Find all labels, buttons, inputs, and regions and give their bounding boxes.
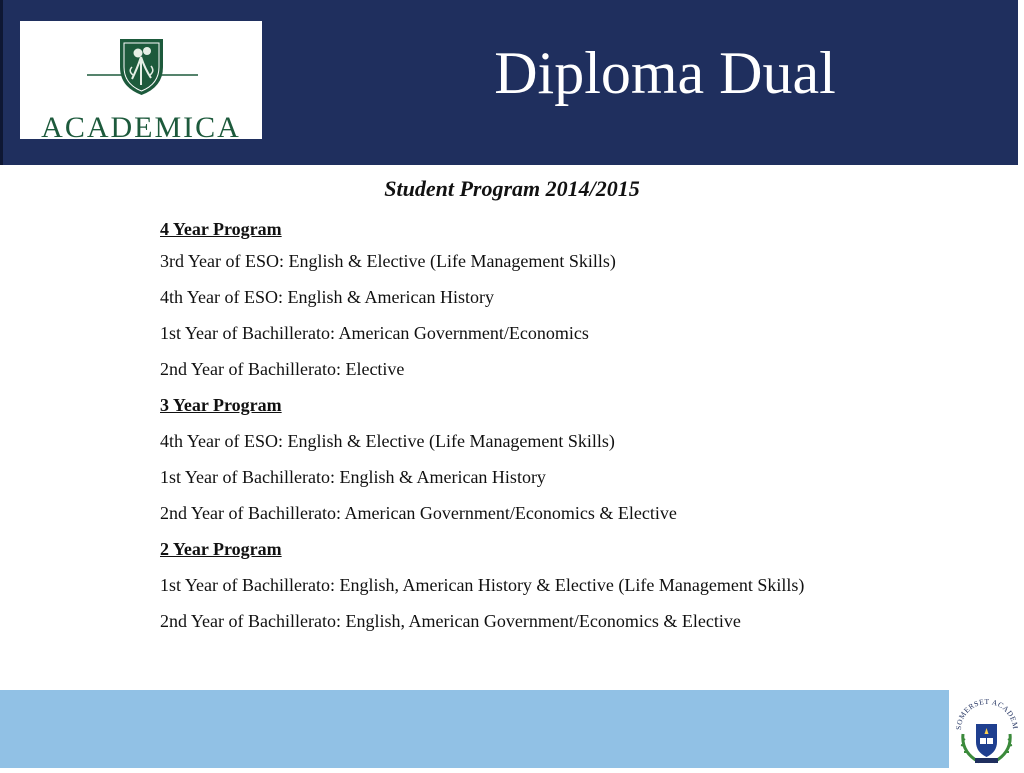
program-heading: 2 Year Program xyxy=(160,539,282,559)
header-edge xyxy=(0,0,3,165)
somerset-academy-seal-icon xyxy=(949,690,1024,768)
program-item: 1st Year of Bachillerato: English, American History & Elective (Life Management Skills) xyxy=(160,575,805,595)
program-item: 4th Year of ESO: English & Elective (Life Management Skills) xyxy=(160,431,615,451)
program-item: 2nd Year of Bachillerato: Elective xyxy=(160,359,405,379)
program-subtitle: Student Program 2014/2015 xyxy=(384,176,640,201)
seal-text: SOMERSET ACADEM xyxy=(953,696,1021,731)
program-item: 2nd Year of Bachillerato: English, American Government/Economics & Elective xyxy=(160,611,741,631)
program-item: 2nd Year of Bachillerato: American Government/Economics & Elective xyxy=(160,503,677,523)
logo-text: ACADEMICA xyxy=(41,111,241,144)
program-item: 3rd Year of ESO: English & Elective (Life Management Skills) xyxy=(160,251,616,271)
program-heading: 4 Year Program xyxy=(160,219,282,239)
program-list xyxy=(160,219,1000,647)
header-banner xyxy=(0,0,1018,165)
footer-band xyxy=(0,690,1024,768)
academica-logo xyxy=(20,21,262,144)
program-item: 4th Year of ESO: English & American History xyxy=(160,287,494,307)
program-heading: 3 Year Program xyxy=(160,395,282,415)
somerset-academy-seal xyxy=(949,690,1024,768)
shield-thistle-icon xyxy=(20,21,262,101)
program-item: 1st Year of Bachillerato: American Government/Economics xyxy=(160,323,589,343)
slide-title: Diploma Dual xyxy=(494,40,836,106)
program-item: 1st Year of Bachillerato: English & American History xyxy=(160,467,546,487)
